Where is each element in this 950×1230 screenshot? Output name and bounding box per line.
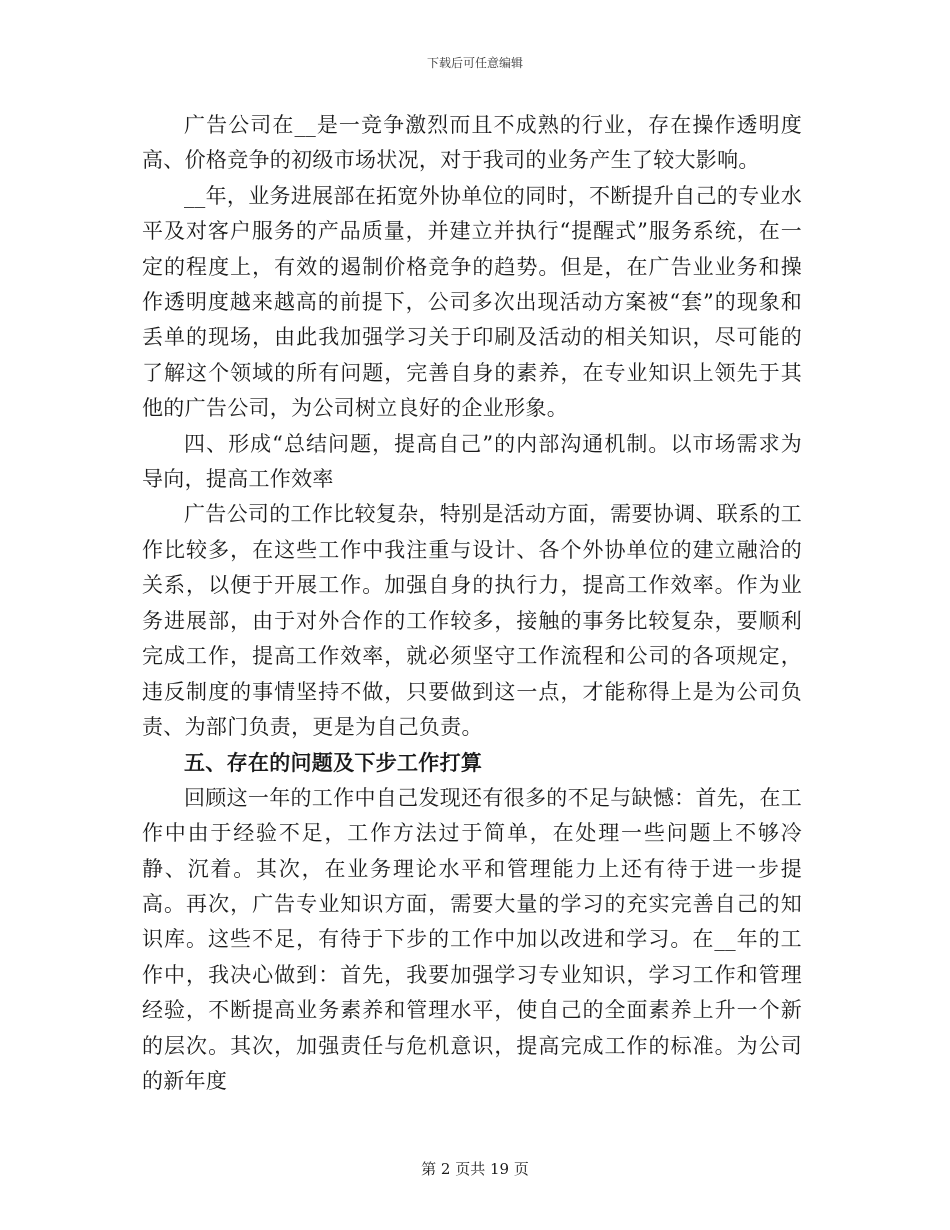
paragraph-3: 四、形成“总结问题，提高自己”的内部沟通机制。以市场需求为导向，提高工作效率 — [142, 431, 802, 492]
section-heading: 五、存在的问题及下步工作打算 — [184, 750, 483, 776]
page-header: 下载后可任意编辑 — [426, 56, 523, 70]
paragraph-4: 广告公司的工作比较复杂，特别是活动方面，需要协调、联系的工作比较多，在这些工作中我注重与设计、各个外协单位的建立融洽的关系，以便于开展工作。加强自身的执行力，提高工作效率。作为业务进展部，由于对外合作的工作较多，接触的事务比较复杂，要顺利完成工作，提高工作效率，就必须坚守工作流程和公司的各项规定，违反制度的事情坚持不做，只要做到这一点，才能称得上是为公司负责、为部门负责，更是为自己负责。 — [142, 502, 802, 739]
paragraph-5: 回顾这一年的工作中自己发现还有很多的不足与缺憾：首先，在工作中由于经验不足，工作方法过于简单，在处理一些问题上不够冷静、沉着。其次，在业务理论水平和管理能力上还有待于进一步提高。再次，广告专业知识方面，需要大量的学习的充实完善自己的知识库。这些不足，有待于下步的工作中加以改进和学习。在__年的工作中，我决心做到：首先，我要加强学习专业知识，学习工作和管理经验，不断提高业务素养和管理水平，使自己的全面素养上升一个新的层次。其次，加强责任与危机意识，提高完成工作的标准。为公司的新年度 — [142, 785, 802, 1093]
paragraph-2: __年，业务进展部在拓宽外协单位的同时，不断提升自己的专业水平及对客户服务的产品质量，并建立并执行“提醒式”服务系统，在一定的程度上，有效的遏制价格竞争的趋势。但是，在广告业业务和操作透明度越来越高的前提下，公司多次出现活动方案被“套”的现象和丢单的现场，由此我加强学习关于印刷及活动的相关知识，尽可能的了解这个领域的所有问题，完善自身的素养，在专业知识上领先于其他的广告公司，为公司树立良好的企业形象。 — [142, 183, 802, 421]
document-body — [142, 108, 802, 1099]
page-number: 第 2 页共 19 页 — [421, 1160, 529, 1178]
paragraph-1: 广告公司在__是一竞争激烈而且不成熟的行业，存在操作透明度高、价格竞争的初级市场状况，对于我司的业务产生了较大影响。 — [142, 113, 802, 173]
